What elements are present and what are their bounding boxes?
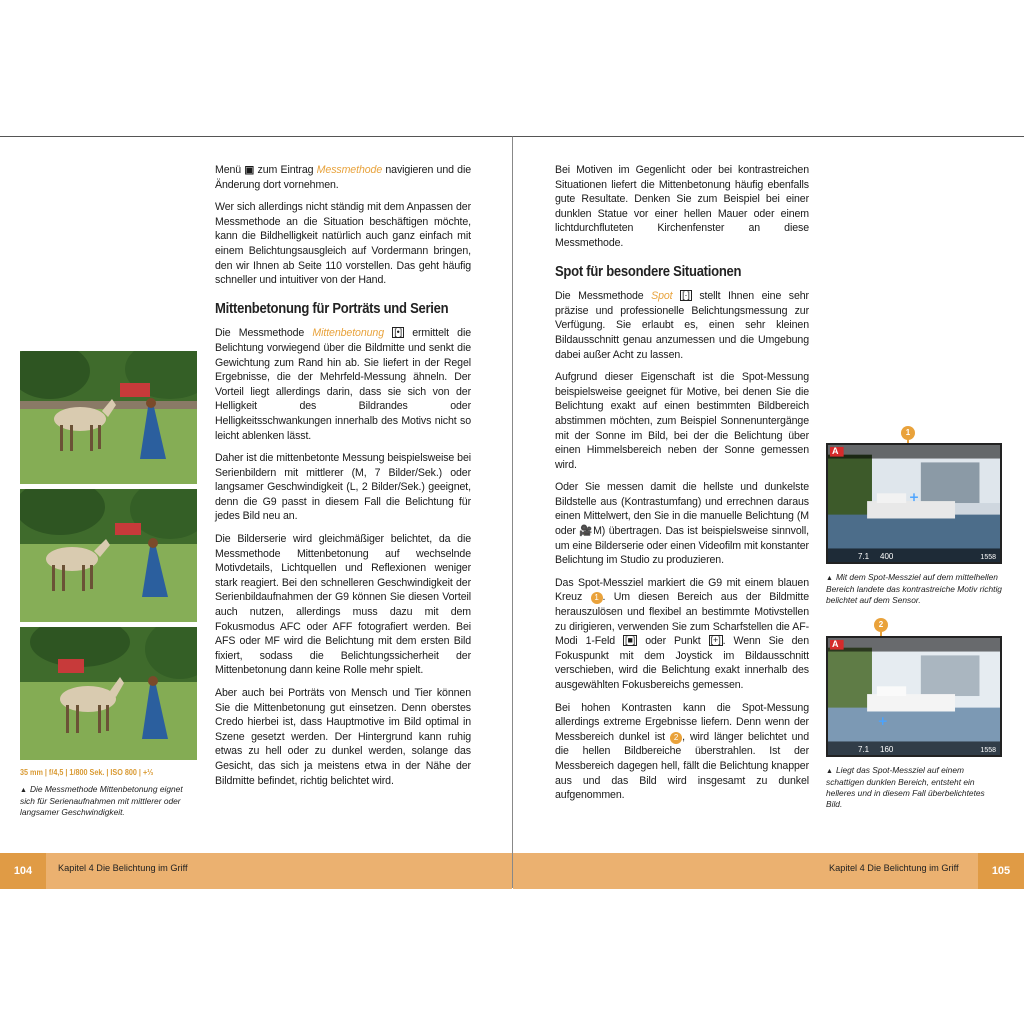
- text: Das Spot-Messziel markiert die G9 mit einem blauen Kreuz: [555, 576, 809, 604]
- text: oder Punkt: [637, 635, 709, 648]
- center-weighted-icon: [•]: [394, 327, 403, 338]
- mode-indicator: A: [832, 639, 839, 649]
- paragraph: [215, 326, 471, 443]
- photo-meta: 35 mm | f/4,5 | 1/800 Sek. | ISO 800 | +⅓: [20, 767, 154, 777]
- book-spread: [0, 136, 1024, 888]
- left-page: [0, 136, 512, 888]
- paragraph: Die Bilderserie wird gleichmäßiger belichtet, da die Messmethode Mittenbetonung auf wechselnde Motivdetails, Lichtquellen und Reflexionen weniger stark reagiert. Bei den schnelleren Geschwindigkeit der Serienbildaufnahmen der G9 können Sie diesen Vorteil auch nutzen, allerdings muss dazu mit dem Fokusmodus AFC oder AFF fotografiert werden. Bei AFS oder MF wird die Belichtung mit dem ersten Bild fixiert, sodass die Belichtungssicherheit der Mittenbetonung dann keine Rolle mehr spielt.: [215, 533, 471, 677]
- camera-screen-1: [826, 443, 1002, 564]
- caption-triangle-icon: ▲: [826, 768, 833, 775]
- highlight-term: Mittenbetonung: [312, 327, 385, 340]
- horse-photo-1: [20, 351, 197, 484]
- text: Die Messmethode: [555, 290, 652, 303]
- af-1-area-icon: [■]: [625, 635, 636, 646]
- camera-caption-2-text: Liegt das Spot-Messziel auf einem schattigen dunklen Bereich, entsteht ein helleres und in diesem Fall überbelichtetes Bild.: [826, 765, 985, 809]
- callout-badge-1: 1: [901, 426, 915, 440]
- camera-caption-1: [826, 572, 1006, 606]
- callout-badge: 2: [670, 732, 682, 744]
- chapter-label: Kapitel 4 Die Belichtung im Griff: [58, 863, 188, 873]
- paragraph: [555, 576, 809, 693]
- iso-readout: 400: [880, 552, 894, 561]
- horse-photo-2: [20, 489, 197, 622]
- text: . Um diesen Bereich aus der Bildmitte herauszulösen und flexibel an bestimmte Motivstellen zu dirigieren, verwenden Sie zum Scharfstellen die AF-Modi 1-Feld: [555, 591, 809, 648]
- text: Menü: [215, 164, 245, 176]
- text: . Wenn Sie den Fokuspunkt mit dem Joystick im Bildausschnitt verschieben, wird die Belichtung exakt innerhalb des ausgewählten Fokusbereichs gemessen.: [555, 635, 810, 691]
- paragraph: Aufgrund dieser Eigenschaft ist die Spot-Messung beispielsweise geeignet für Motive, bei denen Sie die Belichtung exakt auf einen bestimmten Bildbereich abstimmen möchten, zum Beispiel Sonnenuntergänge mit der Sonne im Bild, bei der die Belichtung über einen Himmelsbereich neben der Sonne gemessen wird.: [555, 371, 809, 471]
- left-column: [215, 163, 471, 796]
- shots-remaining: 1558: [980, 554, 996, 561]
- af-pinpoint-icon: [+]: [710, 635, 721, 646]
- text: Bei hohen Kontrasten kann die Spot-Messung allerdings extreme Ergebnisse liefern. Denn wenn der Messbereich dunkel ist: [555, 701, 809, 743]
- right-column: [555, 163, 809, 811]
- paragraph: [555, 701, 809, 803]
- paragraph: [215, 163, 471, 192]
- callout-badge-2: 2: [874, 618, 888, 632]
- highlight-term: Spot: [651, 290, 673, 303]
- callout-badge: 1: [591, 592, 603, 604]
- camera-caption-1-text: Mit dem Spot-Messziel auf dem mittelhellen Bereich landete das kontrastreiche Motiv richtig belichtet auf dem Sensor.: [826, 572, 1002, 605]
- horse-photo-3: [20, 627, 197, 760]
- text: Die Messmethode: [215, 327, 313, 340]
- text: ermittelt die Belichtung vorwiegend über die Bildmitte und senkt die Gewichtung zum Rand hin ab. Sie liefert in der Regel Ergebnisse, die der Mehrfeld-Messung ähneln. Der Vorteil liegt allerdings darin, dass sie sich von der Helligkeit des Bildrandes oder Helligkeitsschwankungen innerhalb des Motivs nicht so leicht ablenken lässt.: [215, 327, 471, 442]
- iso-readout: 160: [880, 745, 894, 754]
- camera-video-icon: ▣: [244, 164, 255, 176]
- section-heading: Mittenbetonung für Porträts und Serien: [215, 300, 449, 317]
- paragraph: Wer sich allerdings nicht ständig mit dem Anpassen der Messmethode an die Situation beschäftigen möchte, kann die Bildhelligkeit natürlich auch ganz einfach mit einem Belichtungsausgleich auf Vordermann bringen, den wir Ihnen ab Seite 110 vorstellen. Das geht häufig schneller und intuitiver von der Hand.: [215, 201, 471, 287]
- photo-caption: [20, 784, 196, 818]
- mode-indicator: A: [832, 446, 839, 456]
- chapter-label: Kapitel 4 Die Belichtung im Griff: [829, 863, 959, 873]
- aperture-readout: 7.1: [858, 552, 870, 561]
- photo-caption-text: Die Messmethode Mittenbetonung eignet sich für Serienaufnahmen mit mittlerer oder langsamer Geschwindigkeit.: [20, 784, 183, 817]
- page-number: 105: [978, 853, 1024, 889]
- paragraph: Oder Sie messen damit die hellste und dunkelste Bildstelle aus (Kontrastumfang) und errechnen daraus einen Mittelwert, den Sie in die manuelle Belichtung (M oder 🎥M) übertragen. Das ist beispielsweise sinnvoll, um eine Bilderserie oder einen Videofilm mit konstanter Belichtung im Studio zu produzieren.: [555, 481, 809, 567]
- paragraph: Aber auch bei Porträts von Mensch und Tier können Sie die Mittenbetonung gut einsetzen. Denn oberstes Credo hierbei ist, dass Hauptmotive im Bild optimal in Szene gesetzt werden. Der Hintergrund kann ruhig etwas zu hell oder zu dunkel werden, solange das Gesicht, das sich ja meistens etwa in der Nähe der Bildmitte befindet, richtig belichtet wird.: [215, 687, 471, 787]
- right-page: [512, 136, 1024, 888]
- spot-metering-icon: [·]: [682, 290, 690, 301]
- camera-caption-2: [826, 765, 996, 810]
- section-heading: Spot für besondere Situationen: [555, 263, 742, 280]
- shots-remaining: 1558: [980, 747, 996, 754]
- caption-triangle-icon: ▲: [20, 787, 27, 794]
- paragraph: Daher ist die mittenbetonte Messung beispielsweise bei Serienbildern mit mittlerer (M, 7 Bilder/Sek.) oder langsamer Geschwindigkeit (L, 2 Bilder/Sek.) geeignet, denn die G9 passt in diesem Fall die Belichtung für jedes Bild neu an.: [215, 452, 471, 523]
- text: zum Eintrag: [254, 164, 317, 176]
- camera-screen-2: [826, 636, 1002, 757]
- text: navigieren und die Änderung dort vornehmen.: [215, 164, 471, 191]
- aperture-readout: 7.1: [858, 745, 870, 754]
- page-number: 104: [0, 853, 46, 889]
- text: stellt Ihnen eine sehr präzise und professionelle Belichtungsmessung zur Verfügung. Sie erlaubt es, einen sehr kleinen Bildausschnitt genau anzumessen und die Umgebung dabei außer Acht zu lassen.: [555, 290, 809, 361]
- highlight-term: Messmethode: [316, 164, 383, 176]
- caption-triangle-icon: ▲: [826, 575, 833, 582]
- paragraph: [555, 289, 809, 362]
- text: , wird länger belichtet und die hellen Bildbereiche überstrahlen. Ist der Messbereich dagegen hell, fällt die Belichtung knapper aus und das Bild wird insgesamt zu dunkel aufgenommen.: [555, 730, 809, 802]
- paragraph: Bei Motiven im Gegenlicht oder bei kontrastreichen Situationen liefert die Mittenbetonung häufig ebenfalls gute Resultate. Denken Sie zum Beispiel bei einer dunklen Statue vor einer hellen Mauer oder einem lichtdurchfluteten Kirchenfenster an diese Messmethode.: [555, 164, 809, 249]
